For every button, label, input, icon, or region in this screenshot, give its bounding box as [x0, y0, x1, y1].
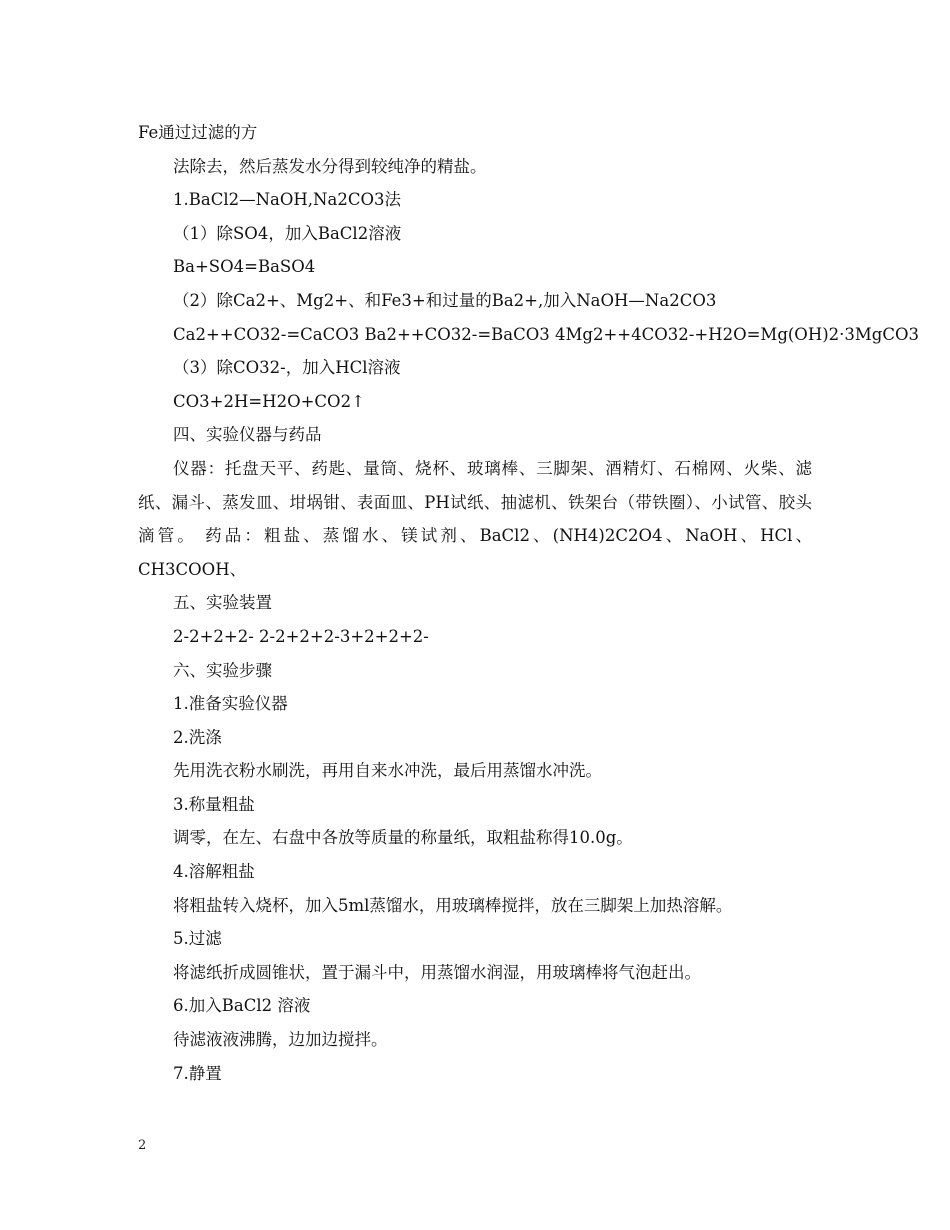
- equation: CO3+2H=H2O+CO2↑: [173, 391, 365, 411]
- section-heading: 六、实验步骤: [173, 660, 272, 680]
- section-heading: 五、实验装置: [173, 593, 272, 613]
- step-heading: 3.称量粗盐: [173, 794, 255, 814]
- step-heading: 6.加入BaCl2 溶液: [173, 996, 311, 1016]
- page-number: 2: [138, 1138, 147, 1153]
- equation: Ba+SO4=BaSO4: [173, 257, 316, 277]
- document-body: [138, 116, 920, 1090]
- text-line: 2-2+2+2- 2-2+2+2-3+2+2+2-: [173, 626, 429, 646]
- step-text: （2）除Ca2+、Mg2+、和Fe3+和过量的Ba2+,加入NaOH—Na2CO3: [173, 290, 717, 310]
- step-text: （1）除SO4，加入BaCl2溶液: [173, 223, 402, 243]
- step-text: （3）除CO32-，加入HCl溶液: [173, 358, 401, 378]
- step-heading: 7.静置: [173, 1063, 222, 1083]
- step-text: 调零，在左、右盘中各放等质量的称量纸，取粗盐称得10.0g。: [173, 828, 633, 848]
- section-heading: 四、实验仪器与药品: [173, 425, 322, 445]
- method-heading: 1.BaCl2—NaOH,Na2CO3法: [173, 190, 401, 210]
- text-line: 法除去，然后蒸发水分得到较纯净的精盐。: [173, 156, 487, 176]
- step-heading: 1.准备实验仪器: [173, 694, 288, 714]
- equation: Ca2++CO32-=CaCO3 Ba2++CO32-=BaCO3 4Mg2++4CO32-+H2O=Mg(OH)2·3MgCO3: [173, 324, 920, 344]
- step-heading: 5.过滤: [173, 929, 222, 949]
- step-text: 将粗盐转入烧杯，加入5ml蒸馏水，用玻璃棒搅拌，放在三脚架上加热溶解。: [173, 895, 733, 915]
- step-text: 待滤液液沸腾，边加边搅拌。: [173, 1030, 388, 1050]
- step-heading: 4.溶解粗盐: [173, 862, 255, 882]
- equipment-paragraph: 仪器：托盘天平、药匙、量筒、烧杯、玻璃棒、三脚架、酒精灯、石棉网、火柴、滤纸、漏斗、蒸发皿、坩埚钳、表面皿、PH试纸、抽滤机、铁架台（带铁圈）、小试管、胶头滴管。 药品：粗盐、蒸馏水、镁试剂、BaCl2、(NH4)2C2O4、NaOH、HCl、CH3COOH、: [138, 458, 812, 579]
- text-line: Fe通过过滤的方: [138, 123, 258, 142]
- step-heading: 2.洗涤: [173, 727, 222, 747]
- step-text: 先用洗衣粉水刷洗，再用自来水冲洗，最后用蒸馏水冲洗。: [173, 761, 602, 781]
- step-text: 将滤纸折成圆锥状，置于漏斗中，用蒸馏水润湿，用玻璃棒将气泡赶出。: [173, 962, 701, 982]
